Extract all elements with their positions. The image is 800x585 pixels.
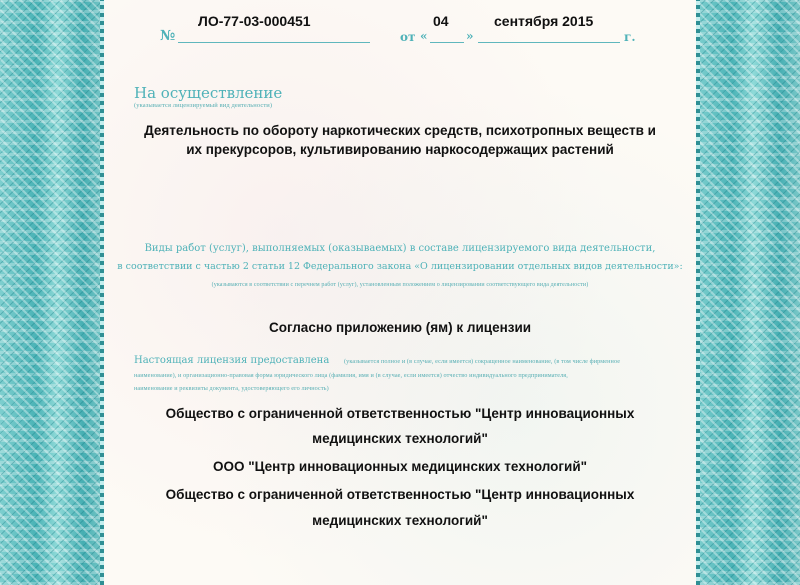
licensee-short-name: ООО "Центр инновационных медицинских технологий" bbox=[212, 459, 588, 474]
works-note: (указываются в соответствии с перечнем работ (услуг), установленным положением о лицензировании соответствующего вида деятельности) bbox=[211, 282, 589, 288]
quote-close: » bbox=[466, 29, 474, 43]
licensee-label: Настоящая лицензия предоставлена bbox=[134, 355, 330, 366]
number-underline bbox=[178, 42, 370, 43]
quote-open: « bbox=[420, 29, 428, 43]
number-sign: № bbox=[160, 28, 176, 44]
left-guilloche-border bbox=[0, 0, 104, 585]
licensee-note-3: наименование и реквизиты документа, удостоверяющего его личность) bbox=[134, 385, 329, 392]
month-underline bbox=[478, 42, 620, 43]
licensee-firm-name-line-1: Общество с ограниченной ответственностью "Центр инновационных bbox=[165, 487, 635, 502]
works-line-2: в соответствии с частью 2 статьи 12 Федерального закона «О лицензировании отдельных видов деятельности»: bbox=[117, 261, 683, 272]
activity-line-2: их прекурсоров, культивированию наркосодержащих растений bbox=[186, 142, 614, 157]
works-line-1: Виды работ (услуг), выполняемых (оказываемых) в составе лицензируемого вида деятельности, bbox=[144, 243, 656, 254]
activity-note: (указывается лицензируемый вид деятельности) bbox=[134, 102, 273, 109]
activity-line-1: Деятельность по обороту наркотических средств, психотропных веществ и bbox=[144, 123, 656, 138]
licensee-full-name-line-2: медицинских технологий" bbox=[312, 431, 488, 446]
licensee-note-1: (указывается полное и (в случае, если имеется) сокращенное наименование, (в том числе фирменное bbox=[344, 358, 621, 365]
licensee-full-name-line-1: Общество с ограниченной ответственностью "Центр инновационных bbox=[165, 406, 635, 421]
day-underline bbox=[430, 42, 464, 43]
month-year: сентября 2015 bbox=[494, 13, 594, 29]
license-number: ЛО-77-03-000451 bbox=[198, 13, 311, 29]
from-label: от bbox=[400, 30, 416, 44]
right-border-edge bbox=[696, 0, 700, 585]
licensee-note-2: наименование), и организационно-правовая форма юридического лица (фамилия, имя и (в случае, если имеется) отчество индивидуального предпринимателя, bbox=[134, 372, 568, 379]
activity-label: На осуществление bbox=[134, 84, 283, 102]
year-suffix: г. bbox=[624, 30, 636, 44]
works-value: Согласно приложению (ям) к лицензии bbox=[268, 320, 532, 335]
licensee-firm-name-line-2: медицинских технологий" bbox=[312, 513, 488, 528]
right-guilloche-border bbox=[696, 0, 800, 585]
day-value: 04 bbox=[433, 13, 449, 29]
